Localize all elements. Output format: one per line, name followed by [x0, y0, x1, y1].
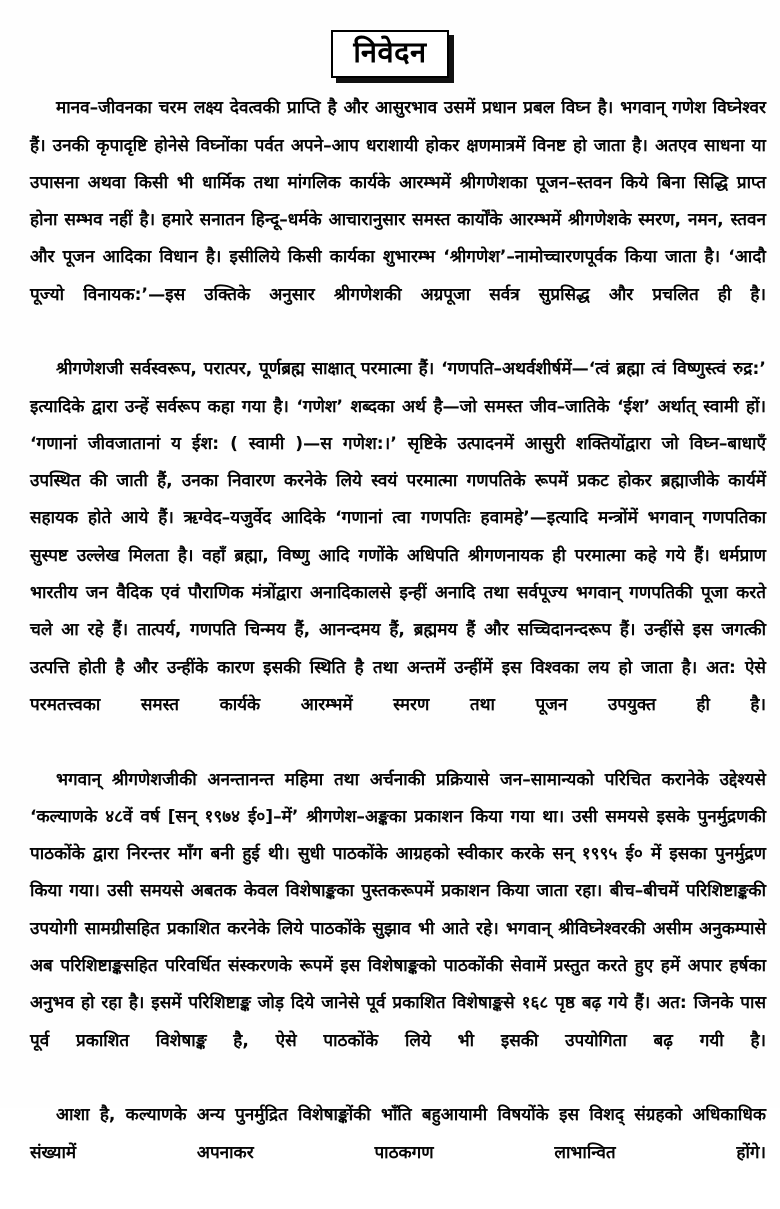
text-run: ’ सृष्टिके उत्पादनमें आसुरी शक्तियोंद्वारा जो विघ्न–बाधाएँ उपस्थित की जाती हैं, उनका निवारण करनेके लिये स्वयं परमात्मा गणपतिके रूपमें प्रकट होकर ब्रह्माजीके कार्यमें सहायक होते आये हैं। ऋग्वेद–यजुर्वेद आदिके ‘ — [30, 433, 766, 529]
text-run: आशा है, कल्याणके अन्य पुनर्मुद्रित विशेषाङ्कोंकी भाँति बहुआयामी विषयोंके इस विशद् संग्रहको अधिकाधिक संख्यामें अपनाकर पाठकगण लाभान्वित होंगे। — [30, 1105, 766, 1163]
paragraph-2 — [30, 351, 766, 761]
paragraph-1 — [30, 90, 766, 351]
page-title-container — [0, 0, 780, 86]
text-run: —इस उक्तिके अनुसार श्रीगणेशकी अग्रपूजा सर्वत्र सुप्रसिद्ध और प्रचलित ही है। — [148, 284, 766, 305]
text-run: श्रीगणेशजी सर्वस्वरूप, परात्पर, पूर्णब्रह्म साक्षात् परमात्मा हैं। ‘गणपति–अथर्वशीर्षमें—‘ — [56, 359, 596, 380]
paragraph-4 — [30, 1097, 766, 1209]
text-run: भगवान् श्रीगणेशजीकी अनन्तानन्त महिमा तथा अर्चनाकी प्रक्रियासे जन–सामान्यको परिचित करानेके उद्देश्यसे ‘कल्याणके ४८वें वर्ष [सन् १९७४ ई०]–में’ श्रीगणेश–अङ्कका प्रकाशन किया गया था। उसी समयसे इसके पुनर्मुद्रणकी पाठकोंके द्वारा निरन्तर माँग बनी हुई थी। सुधी पाठकोंके आग्रहको स्वीकार करके सन् १९९५ ई० में इसका पुनर्मुद्रण किया गया। उसी समयसे अबतक केवल विशेषाङ्कका पुस्तकरूपमें प्रकाशन किया जाता रहा। बीच–बीचमें परिशिष्टाङ्ककी उपयोगी सामग्रीसहित प्रकाशित करनेके लिये पाठकोंके सुझाव भी आते रहे। भगवान् श्रीविघ्नेश्वरकी असीम अनुकम्पासे अब परिशिष्टाङ्कसहित परिवर्धित संस्करणके रूपमें इस विशेषाङ्कको पाठकोंकी सेवामें प्रस्तुत करते हुए हमें अपार हर्षका अनुभव हो रहा है। इसमें परिशिष्टाङ्क जोड़ दिये जानेसे पूर्व प्रकाशित विशेषाङ्कसे १६८ पृष्ठ बढ़ गये हैं। अत: जिनके पास पूर्व प्रकाशित विशेषाङ्क है, ऐसे पाठकोंके लिये भी इसकी उपयोगिता बढ़ गयी है। — [30, 769, 766, 1051]
page-title: निवेदन — [353, 35, 427, 69]
text-run: इत्यादिके द्वारा उन्हें सर्वरूप कहा गया है। ‘गणेश’ शब्दका अर्थ है—जो समस्त जीव–जातिके ‘ईश’ अर्थात् स्वामी हों। ‘ — [30, 396, 766, 454]
body-text-column — [0, 86, 780, 1209]
sanskrit-quote: ‘आदौ पूज्यो विनायक:’ — [30, 247, 766, 305]
paragraph-3 — [30, 762, 766, 1098]
text-run: मानव–जीवनका चरम लक्ष्य देवत्वकी प्राप्ति है और आसुरभाव उसमें प्रधान प्रबल विघ्न है। भगवान् गणेश विघ्नेश्वर हैं। उनकी कृपादृष्टि होनेसे विघ्नोंका पर्वत अपने–आप धराशायी होकर क्षणमात्रमें विनष्ट हो जाता है। अतएव साधना या उपासना अथवा किसी भी धार्मिक तथा मांगलिक कार्यके आरम्भमें श्रीगणेशका पूजन–स्तवन किये बिना सिद्धि प्राप्त होना सम्भव नहीं है। हमारे सनातन हिन्दू–धर्मके आचारानुसार समस्त कार्योंके आरम्भमें श्रीगणेशके स्मरण, नमन, स्तवन और पूजन आदिका विधान है। इसीलिये किसी कार्यका शुभारम्भ ‘श्रीगणेश’–नामोच्चारणपूर्वक किया जाता है। — [30, 98, 766, 268]
title-box — [331, 30, 448, 78]
text-run: —इत्यादि मन्त्रोंमें भगवान् गणपतिका सुस्पष्ट उल्लेख मिलता है। वहाँ ब्रह्मा, विष्णु आदि गणोंके अधिपति श्रीगणनायक ही परमात्मा कहे गये हैं। धर्मप्राण भारतीय जन वैदिक एवं पौराणिक मंत्रोंद्वारा अनादिकालसे इन्हीं अनादि तथा सर्वपूज्य भगवान् गणपतिकी पूजा करते चले आ रहे हैं। तात्पर्य, गणपति चिन्मय हैं, आनन्दमय हैं, ब्रह्ममय हैं और सच्चिदानन्दरूप हैं। उन्हींसे इस जगत्की उत्पत्ति होती है और उन्हींके कारण इसकी स्थिति है तथा अन्तमें उन्हींमें इस विश्वका लय हो जाता है। अत: ऐसे परमतत्त्वका समस्त कार्यके आरम्भमें स्मरण तथा पूजन उपयुक्त ही है। — [30, 508, 767, 715]
sanskrit-quote: त्वं ब्रह्मा त्वं विष्णुस्त्वं रुद्र:’ — [595, 359, 766, 380]
sanskrit-quote: गणानां जीवजातानां य ईश: ( स्वामी )—स गणेश:। — [36, 433, 391, 454]
sanskrit-quote: गणानां त्वा गणपतिः हवामहे’ — [341, 508, 530, 529]
